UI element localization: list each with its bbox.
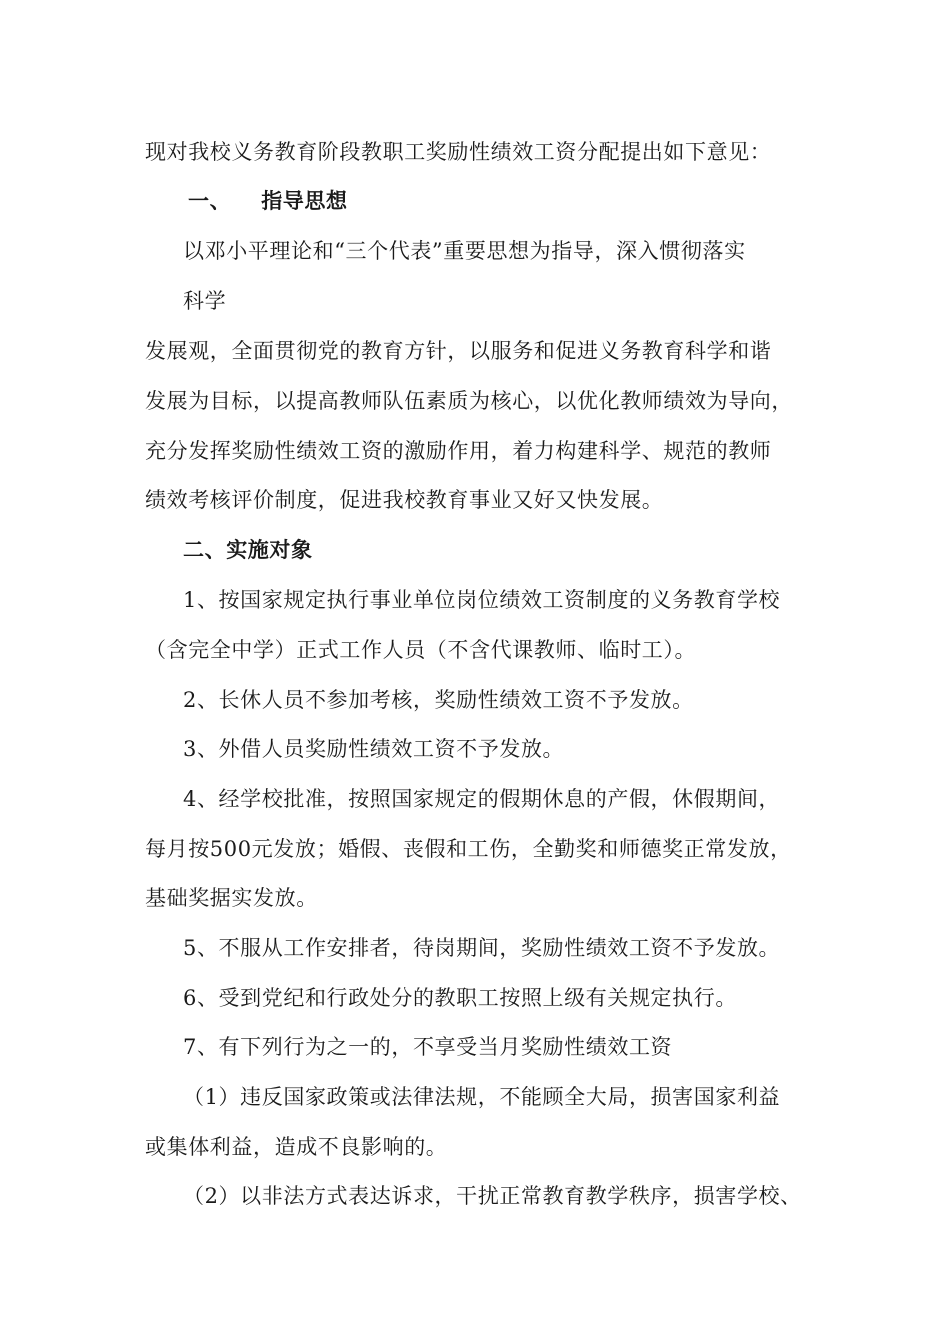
paragraph-line: 以邓小平理论和“三个代表”重要思想为指导，深入惯彻落实	[183, 239, 746, 263]
list-item: 基础奖据实发放。	[145, 886, 318, 910]
paragraph-line: 绩效考核评价制度，促进我校教育事业又好又快发展。	[145, 488, 664, 512]
list-item: 6、受到党纪和行政处分的教职工按照上级有关规定执行。	[183, 986, 737, 1010]
list-item: 7、有下列行为之一的，不享受当月奖励性绩效工资	[183, 1035, 673, 1059]
heading-number: 一、	[188, 189, 232, 213]
list-item: 或集体利益，造成不良影响的。	[145, 1135, 448, 1159]
list-item: 2、长休人员不参加考核，奖励性绩效工资不予发放。	[183, 688, 694, 712]
list-item: （2）以非法方式表达诉求，干扰正常教育教学秩序，损害学校、	[183, 1184, 802, 1208]
heading-implementation-targets: 二、实施对象	[183, 538, 313, 562]
heading-text: 指导思想	[261, 189, 348, 213]
heading-guiding-ideology	[188, 187, 348, 215]
intro-line: 现对我校义务教育阶段教职工奖励性绩效工资分配提出如下意见：	[145, 140, 772, 164]
list-item: 3、外借人员奖励性绩效工资不予发放。	[183, 737, 565, 761]
list-item: 每月按500元发放；婚假、丧假和工伤，全勤奖和师德奖正常发放，	[145, 837, 792, 861]
list-item: （含完全中学）正式工作人员（不含代课教师、临时工）。	[145, 638, 697, 662]
list-item: 1、按国家规定执行事业单位岗位绩效工资制度的义务教育学校	[183, 588, 781, 612]
list-item: 5、不服从工作安排者，待岗期间，奖励性绩效工资不予发放。	[183, 936, 781, 960]
list-item: （1）违反国家政策或法律法规，不能顾全大局，损害国家利益	[183, 1085, 781, 1109]
paragraph-line: 充分发挥奖励性绩效工资的激励作用，着力构建科学、规范的教师	[145, 439, 772, 463]
paragraph-line: 发展观，全面贯彻党的教育方针，以服务和促进义务教育科学和谐	[145, 339, 772, 363]
paragraph-line: 科学	[183, 289, 227, 313]
list-item: 4、经学校批准，按照国家规定的假期休息的产假，休假期间，	[183, 787, 781, 811]
paragraph-line: 发展为目标，以提高教师队伍素质为核心，以优化教师绩效为导向，	[145, 389, 793, 413]
